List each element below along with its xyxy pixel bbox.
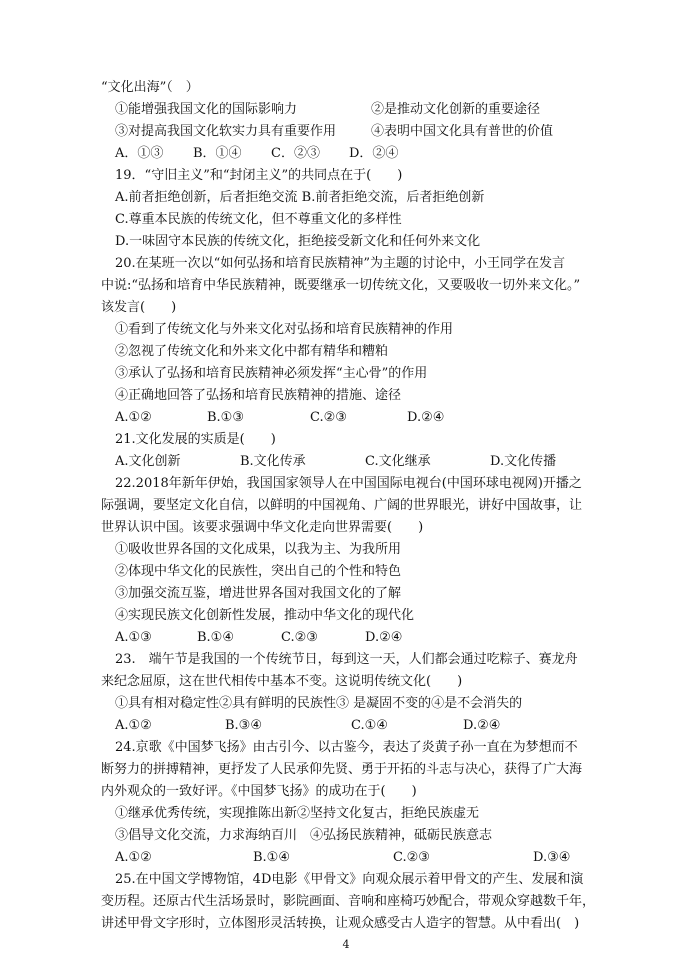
q23-option-c: C.①④	[351, 718, 388, 733]
q20-option-a: A.①②	[115, 410, 152, 425]
q25-line-1: 25.在中国文学博物馆，4D电影《甲骨文》向观众展示着甲骨文的产生、发展和演	[115, 872, 584, 887]
q21-stem: 21.文化发展的实质是( )	[115, 432, 276, 447]
q25-line-2: 变历程。还原古代生活场景时，影院画面、音响和座椅巧妙配合，带观众穿越数千年，	[101, 894, 596, 909]
q25-line-3: 讲述甲骨文字形时，立体图形灵活转换，让观众感受古人造字的智慧。从中看出( )	[101, 916, 580, 931]
q18-option-a: A．①③	[115, 146, 164, 161]
q23-statements: ①具有相对稳定性②具有鲜明的民族性③ 是凝固不变的④是不会消失的	[115, 696, 523, 711]
q22-line-3: 世界认识中国。该要求强调中华文化走向世界需要( )	[101, 520, 424, 535]
q24-option-d: D.③④	[533, 850, 571, 865]
q18-option-d: D．②④	[349, 146, 399, 161]
q24-line-1: 24.京歌《中国梦飞扬》由古引今、以古鉴今，表达了炎黄子孙一直在为梦想而不	[115, 740, 578, 755]
q18-option-b: B．①④	[193, 146, 242, 161]
q23-line-2: 来纪念屈原，这在世代相传中基本不变。这说明传统文化( )	[101, 674, 463, 689]
q18-stem: “文化出海”（ ）	[101, 80, 199, 95]
q18-statement-3: ③对提高我国文化软实力具有重要作用	[115, 124, 337, 139]
q18-statement-1: ①能增强我国文化的国际影响力	[115, 102, 298, 117]
q24-option-a: A.①②	[115, 850, 152, 865]
q20-option-d: D.②④	[407, 410, 445, 425]
q20-line-1: 20.在某班一次以“如何弘扬和培育民族精神”为主题的讨论中，小王同学在发言	[115, 256, 565, 271]
q20-statement-1: ①看到了传统文化与外来文化对弘扬和培育民族精神的作用	[115, 322, 454, 337]
q21-option-a: A.文化创新	[115, 454, 181, 469]
q19-option-c: C.尊重本民族的传统文化，但不尊重文化的多样性	[115, 212, 402, 227]
q22-option-b: B.①④	[197, 630, 234, 645]
q22-statement-3: ③加强交流互鉴，增进世界各国对我国文化的了解	[115, 586, 402, 601]
page-number: 4	[342, 938, 350, 951]
q22-line-2: 际强调，要坚定文化自信，以鲜明的中国视角、广阔的世界眼光，讲好中国故事，让	[101, 498, 583, 513]
q21-option-d: D.文化传播	[490, 454, 557, 469]
q24-line-3: 内外观众的一致好评。《中国梦飞扬》的成功在于( )	[101, 784, 417, 799]
q20-statement-4: ④正确地回答了弘扬和培育民族精神的措施、途径	[115, 388, 402, 403]
q22-option-d: D.②④	[365, 630, 403, 645]
q23-line-1: 23. 端午节是我国的一个传统节日，每到这一天，人们都会通过吃粽子、赛龙舟	[115, 652, 578, 667]
q22-option-a: A.①③	[115, 630, 152, 645]
q24-statements-1: ①继承优秀传统，实现推陈出新②坚持文化复古，拒绝民族虚无	[115, 806, 480, 821]
q19-option-d: D.一味固守本民族的传统文化，拒绝接受新文化和任何外来文化	[115, 234, 481, 249]
q24-line-2: 断努力的拼搏精神，更抒发了人民承仰先贤、勇于开拓的斗志与决心，获得了广大海	[101, 762, 583, 777]
q20-option-b: B.①③	[207, 410, 244, 425]
q18-option-c: C．②③	[271, 146, 320, 161]
q22-options	[115, 627, 615, 649]
q20-statement-2: ②忽视了传统文化和外来文化中都有精华和糟粕	[115, 344, 389, 359]
q18-statement-2: ②是推动文化创新的重要途径	[371, 102, 541, 117]
q23-option-b: B.③④	[225, 718, 262, 733]
q21-option-c: C.文化继承	[365, 454, 431, 469]
q23-options	[115, 715, 615, 737]
q20-line-2: 中说:“弘扬和培育中华民族精神，既要继承一切传统文化，又要吸收一切外来文化。”	[101, 278, 581, 293]
q20-option-c: C.②③	[310, 410, 347, 425]
q22-line-1: 22.2018年新年伊始，我国国家领导人在中国国际电视台(中国环球电视网)开播之	[115, 476, 582, 491]
q19-option-ab: A.前者拒绝创新，后者拒绝交流 B.前者拒绝交流，后者拒绝创新	[115, 190, 485, 205]
q20-statement-3: ③承认了弘扬和培育民族精神必须发挥“主心骨”的作用	[115, 366, 428, 381]
q18-options	[115, 143, 615, 165]
q23-option-d: D.②④	[463, 718, 501, 733]
q22-statement-4: ④实现民族文化创新性发展，推动中华文化的现代化	[115, 608, 415, 623]
q24-statements-2: ③倡导文化交流，力求海纳百川 ④弘扬民族精神，砥砺民族意志	[115, 828, 493, 843]
q22-statement-2: ②体现中华文化的民族性，突出自己的个性和特色	[115, 564, 402, 579]
q20-line-3: 该发言( )	[101, 300, 177, 315]
q22-option-c: C.②③	[281, 630, 318, 645]
q20-options	[115, 407, 615, 429]
q24-option-c: C.②③	[393, 850, 430, 865]
q22-statement-1: ①吸收世界各国的文化成果，以我为主、为我所用	[115, 542, 402, 557]
q19-stem: 19．“守旧主义”和“封闭主义”的共同点在于( )	[115, 168, 403, 183]
q24-option-b: B.①④	[253, 850, 290, 865]
q23-option-a: A.①②	[115, 718, 152, 733]
q21-option-b: B.文化传承	[240, 454, 306, 469]
q21-options	[115, 451, 615, 473]
q24-options	[115, 847, 615, 869]
q18-statement-4: ④表明中国文化具有普世的价值	[371, 124, 554, 139]
